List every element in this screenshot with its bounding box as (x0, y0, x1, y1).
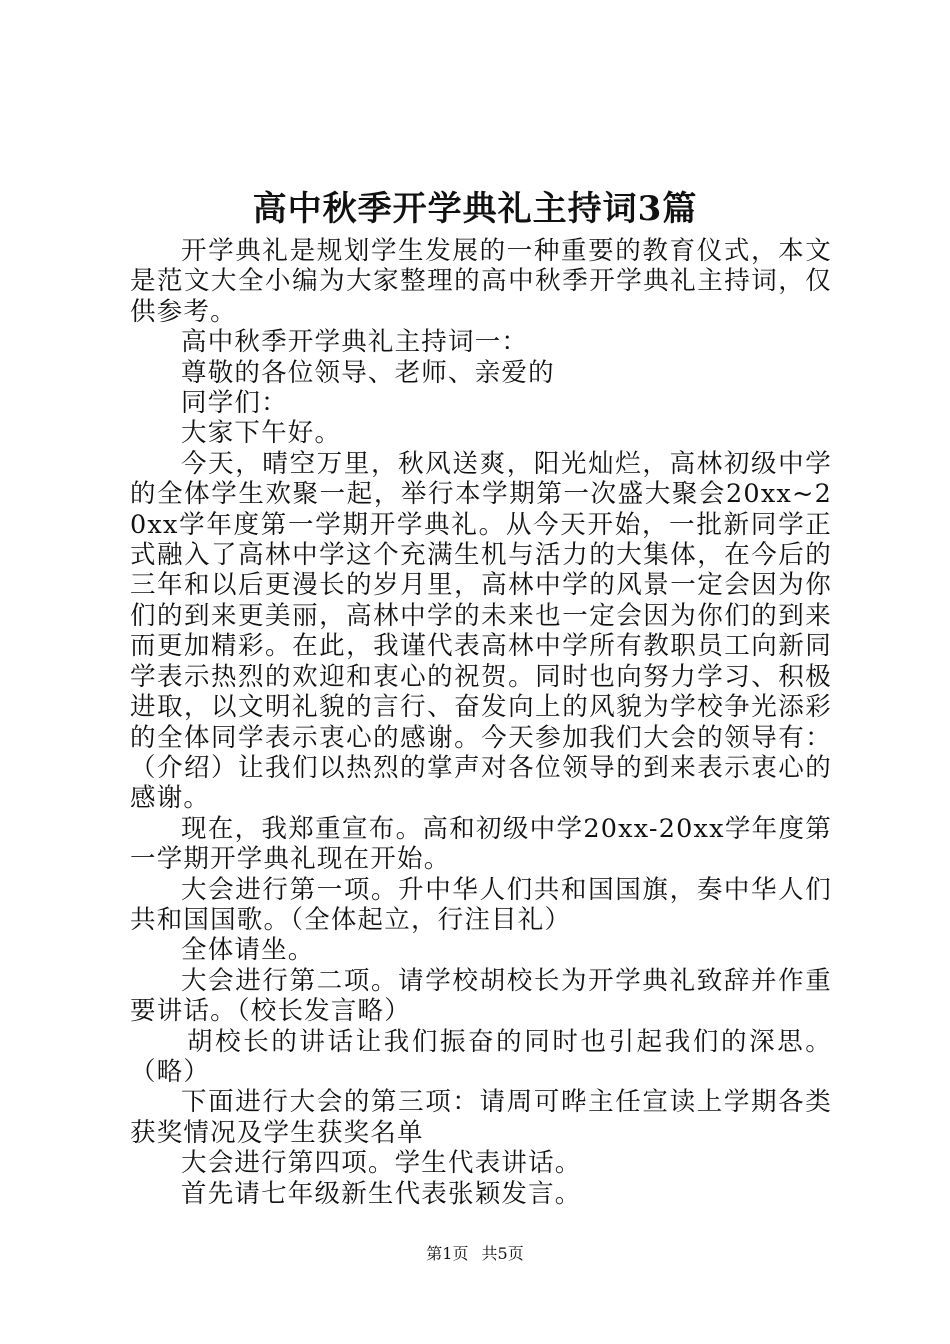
page-footer (0, 1243, 950, 1265)
page-total: 共5页 (481, 1244, 524, 1263)
paragraph-opening-speech: 今天，晴空万里，秋风送爽，阳光灿烂，高林初级中学的全体学生欢聚一起，举行本学期第一次盛大聚会20xx~20xx学年度第一学期开学典礼。从今天开始，一批新同学正式融入了高林中学这个充满生机与活力的大集体，在今后的三年和以后更漫长的岁月里，高林中学的风景一定会因为你们的到来更美丽，高林中学的未来也一定会因为你们的到来而更加精彩。在此，我谨代表高林中学所有教职员工向新同学表示热烈的欢迎和衷心的祝贺。同时也向努力学习、积极进取，以文明礼貌的言行、奋发向上的风貌为学校争光添彩的全体同学表示衷心的感谢。今天参加我们大会的领导有：（介绍）让我们以热烈的掌声对各位领导的到来表示衷心的感谢。 (130, 448, 832, 814)
paragraph-item-two: 大会进行第二项。请学校胡校长为开学典礼致辞并作重要讲话。（校长发言略） (130, 965, 832, 1027)
paragraph-student-speaker: 首先请七年级新生代表张颖发言。 (181, 1178, 582, 1209)
document-body (130, 236, 832, 1209)
paragraph-item-four: 大会进行第四项。学生代表讲话。 (181, 1148, 582, 1179)
paragraph-item-one: 大会进行第一项。升中华人们共和国国旗，奏中华人们共和国国歌。（全体起立，行注目礼） (130, 874, 832, 935)
paragraph-be-seated: 全体请坐。 (181, 935, 315, 966)
paragraph-salutation: 尊敬的各位领导、老师、亲爱的 (181, 357, 555, 388)
page-number: 第1页 (426, 1244, 469, 1263)
paragraph-intro: 开学典礼是规划学生发展的一种重要的教育仪式，本文是范文大全小编为大家整理的高中秋季开学典礼主持词，仅供参考。 (130, 236, 832, 327)
paragraph-principal-reflection: 胡校长的讲话让我们振奋的同时也引起我们的深思。（略） (130, 1026, 832, 1087)
document-title: 高中秋季开学典礼主持词3篇 (252, 189, 698, 229)
paragraph-salutation-students: 同学们： (181, 388, 288, 419)
paragraph-item-three: 下面进行大会的第三项：请周可晔主任宣读上学期各类获奖情况及学生获奖名单 (130, 1087, 832, 1148)
paragraph-heading-one: 高中秋季开学典礼主持词一： (181, 327, 529, 358)
paragraph-announcement: 现在，我郑重宣布。高和初级中学20xx-20xx学年度第一学期开学典礼现在开始。 (130, 813, 832, 875)
paragraph-greeting: 大家下午好。 (181, 418, 342, 449)
